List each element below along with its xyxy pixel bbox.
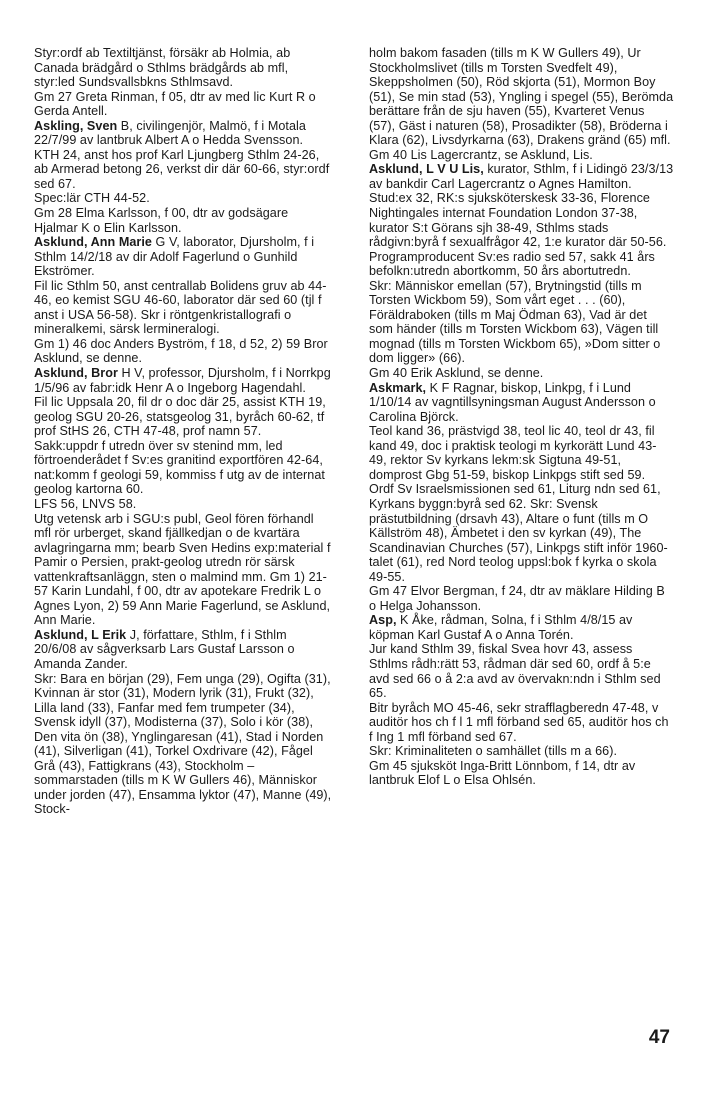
entry-text: Skr: Bara en början (29), Fem unga (29), Ogifta (31), Kvinnan är stor (31), Modern lyrik (31), Frukt (32), Lilla land (33), Fanfar med fem trumpeter (34), Svensk idyll (37), Modisterna (37), Solo i kör (38), Den vita ön (38), Ynglingaresan (41), Stad i Norden (41), Silverligan (41), Torkel Oxdrivare (42), Fågel Grå (43), Fattigkrans (43), Stockholm – sommarstaden (tills m K W Gullers 46), Människor under jorden (47), Ensamma lyktor (47), Manne (49), Stock- bbox=[34, 671, 332, 817]
entry-paragraph bbox=[34, 337, 332, 366]
entry-paragraph bbox=[369, 46, 674, 148]
entry-text: Gm 28 Elma Karlsson, f 00, dtr av godsägare Hjalmar K o Elin Karlsson. bbox=[34, 206, 289, 235]
person-name: Asklund, Bror bbox=[34, 366, 118, 381]
person-name: Asklund, Ann Marie bbox=[34, 235, 152, 250]
entry-paragraph bbox=[369, 424, 674, 482]
entry-heading-paragraph bbox=[369, 381, 674, 425]
entry-paragraph bbox=[369, 250, 674, 279]
entry-text: KTH 24, anst hos prof Karl Ljungberg Sthlm 24-26, ab Armerad betong 26, verkst dir där 60-66, styr:ordf sed 67. bbox=[34, 147, 330, 191]
entry-heading-paragraph bbox=[34, 235, 332, 279]
entry-paragraph bbox=[34, 90, 332, 119]
entry-paragraph bbox=[369, 191, 674, 249]
entry-paragraph bbox=[369, 744, 674, 759]
entry-paragraph bbox=[34, 672, 332, 817]
entry-text: LFS 56, LNVS 58. bbox=[34, 496, 137, 511]
entry-paragraph bbox=[34, 191, 332, 206]
entry-heading-paragraph bbox=[369, 162, 674, 191]
entry-text: Spec:lär CTH 44-52. bbox=[34, 191, 150, 206]
entry-text: Skr: Kriminaliteten o samhället (tills m a 66). bbox=[369, 744, 618, 759]
entry-paragraph bbox=[34, 46, 332, 90]
entry-paragraph bbox=[369, 148, 674, 163]
entry-text: Gm 45 sjuksköt Inga-Britt Lönnbom, f 14, dtr av lantbruk Elof L o Elsa Ohlsén. bbox=[369, 758, 636, 788]
entry-paragraph bbox=[34, 395, 332, 439]
entry-paragraph bbox=[369, 701, 674, 745]
entry-paragraph bbox=[34, 439, 332, 497]
page-number: 47 bbox=[648, 1027, 670, 1048]
entry-text: Gm 47 Elvor Bergman, f 24, dtr av mäklare Hilding B o Helga Johansson. bbox=[369, 584, 665, 613]
entry-text: Jur kand Sthlm 39, fiskal Svea hovr 43, assess Sthlms rådh:rätt 53, rådman där sed 60, ordf å 5:e avd sed 66 o å 2:a avd av övervakn:ndn i Sthlm sed 65. bbox=[369, 642, 661, 701]
entry-text: G V, laborator, Djursholm, f i Sthlm 14/2/18 av dir Adolf Fagerlund o Gunhild Ekströmer. bbox=[34, 235, 315, 279]
entry-heading-paragraph bbox=[34, 366, 332, 395]
entry-paragraph bbox=[369, 584, 674, 613]
entry-text: J, författare, Sthlm, f i Sthlm 20/6/08 av sågverksarb Lars Gustaf Larsson o Amanda Zander. bbox=[34, 627, 295, 671]
person-name: Askmark, bbox=[369, 380, 427, 395]
entry-text: K Åke, rådman, Solna, f i Sthlm 4/8/15 av köpman Karl Gustaf A o Anna Torén. bbox=[369, 613, 633, 642]
person-name: Asp, bbox=[369, 613, 397, 628]
entry-text: Gm 27 Greta Rinman, f 05, dtr av med lic Kurt R o Gerda Antell. bbox=[34, 89, 316, 119]
right-column bbox=[369, 46, 674, 788]
entry-paragraph bbox=[34, 497, 332, 512]
entry-text: kurator, Sthlm, f i Lidingö 23/3/13 av bankdir Carl Lagercrantz o Agnes Hamilton. bbox=[369, 162, 674, 191]
entry-text: H V, professor, Djursholm, f i Norrkpg 1/5/96 av fabr:idk Henr A o Ingeborg Hagendahl. bbox=[34, 366, 331, 395]
person-name: Asklund, L Erik bbox=[34, 627, 127, 642]
entry-paragraph bbox=[34, 206, 332, 235]
entry-text: Utg vetensk arb i SGU:s publ, Geol fören förhandl mfl rör urberget, skand fjällkedjan o de kvartära avlagringarna mm; bearb Sven Hedins exp:material f Pamir o Persien, prakt-geolog utredn rör särsk vattenkraftsanläggn, sten o malmind mm. Gm 1) 21-57 Karin Lundahl, f 00, dtr av apotekare Fredrik L o Agnes Lyon, 2) 59 Ann Marie Fagerlund, se Asklund, Ann Marie. bbox=[34, 511, 331, 628]
entry-text: Gm 1) 46 doc Anders Byström, f 18, d 52, 2) 59 Bror Asklund, se denne. bbox=[34, 336, 328, 366]
person-name: Askling, Sven bbox=[34, 118, 118, 133]
entry-heading-paragraph bbox=[34, 119, 332, 148]
entry-paragraph bbox=[369, 642, 674, 700]
entry-text: Bitr byråch MO 45-46, sekr strafflagberedn 47-48, v auditör hos ch f l 1 mfl förband sed 65, auditör hos ch f Ing 1 mfl förband sed 67. bbox=[369, 700, 669, 744]
entry-paragraph bbox=[369, 482, 674, 584]
entry-text: Programproducent Sv:es radio sed 57, sakk 41 års befolkn:utredn abortkomm, 50 års abortutredn. bbox=[369, 249, 655, 279]
entry-text: Gm 40 Lis Lagercrantz, se Asklund, Lis. bbox=[369, 147, 593, 162]
entry-text: Sakk:uppdr f utredn över sv stenind mm, led förtroenderådet f Sv:es granitind exportfören 42-64, nat:komm f geologi 59, kommiss f utg av de internat geolog kartorna 60. bbox=[34, 438, 325, 497]
entry-text: Stud:ex 32, RK:s sjuksköterskesk 33-36, Florence Nightingales internat Foundation London 37-38, kurator S:t Görans sjh 38-49, Sthlms stads rådgivn:byrå f sexualfrågor 42, 1:e kurator där 50-56. bbox=[369, 191, 667, 250]
entry-text: Fil lic Uppsala 20, fil dr o doc där 25, assist KTH 19, geolog SGU 20-26, statsgeolog 31, byråch 60-62, tf prof StHS 26, CTH 47-48, prof namn 57. bbox=[34, 395, 326, 439]
entry-paragraph bbox=[369, 279, 674, 366]
entry-text: Ordf Sv Israelsmissionen sed 61, Liturg ndn sed 61, Kyrkans byggn:byrå sed 62. Skr: Svensk prästutbildning (drsavh 43), Altare o funt (tills m O Källström 48), Ämbetet i den sv kyrkan (49), The Scandinavian Churches (57), Linkpgs stift inför 1960-talet (61), red Nord teolog uppsl:bok f kyrka o skola 49-55. bbox=[369, 482, 668, 584]
entry-text: Teol kand 36, prästvigd 38, teol lic 40, teol dr 43, fil kand 49, doc i praktisk teologi m kyrkorätt Lund 43-49, rektor Sv kyrkans lekm:sk Sigtuna 49-51, domprost Gbg 51-59, biskop Linkpgs stift sed 59. bbox=[369, 424, 657, 482]
entry-heading-paragraph bbox=[34, 628, 332, 672]
entry-text: Styr:ordf ab Textiltjänst, försäkr ab Holmia, ab Canada brädgård o Sthlms brädgårds ab mfl, styr:led Sundsvallsbkns Sthlmsavd. bbox=[34, 46, 291, 90]
entry-text: Skr: Människor emellan (57), Brytningstid (tills m Torsten Wickbom 59), Som vårt eget . . . (60), Föräldraboken (tills m Maj Ödman 63), Vad är det som händer (tills m Torsten Wickbom 63), Vägen till mognad (tills m Torsten Wickbom 65), »Dom sitter o dom ligger» (66). bbox=[369, 278, 661, 366]
person-name: Asklund, L V U Lis, bbox=[369, 162, 484, 177]
entry-text: Gm 40 Erik Asklund, se denne. bbox=[369, 366, 544, 381]
entry-paragraph bbox=[369, 366, 674, 381]
entry-text: Fil lic Sthlm 50, anst centrallab Bolidens gruv ab 44-46, eo kemist SGU 46-60, laborator där sed 60 (tjl f anst i USA 56-58). Skr i röntgenkristallografi o mineralkemi, särsk lermineralogi. bbox=[34, 278, 327, 337]
entry-heading-paragraph bbox=[369, 613, 674, 642]
entry-text: B, civilingenjör, Malmö, f i Motala 22/7/99 av lantbruk Albert A o Hedda Svensson. bbox=[34, 118, 306, 148]
left-column bbox=[34, 46, 332, 817]
entry-paragraph bbox=[369, 759, 674, 788]
entry-text: K F Ragnar, biskop, Linkpg, f i Lund 1/10/14 av vagntillsyningsman August Andersson o Carolina Björck. bbox=[369, 380, 656, 424]
entry-paragraph bbox=[34, 512, 332, 628]
entry-paragraph bbox=[34, 148, 332, 192]
entry-paragraph bbox=[34, 279, 332, 337]
entry-text: holm bakom fasaden (tills m K W Gullers 49), Ur Stockholmslivet (tills m Torsten Svedfelt 49), Skeppsholmen (50), Röd skjorta (51), Mormon Boy (51), Se min stad (53), Yngling i spegel (55), Berömda berättare från de sju haven (55), Kvarteret Venus (57), Gäst i naturen (58), Prosadikter (58), Bröderna i Klara (62), Livsdyrkarna (63), Drakens gränd (65) mfl. bbox=[369, 46, 674, 148]
